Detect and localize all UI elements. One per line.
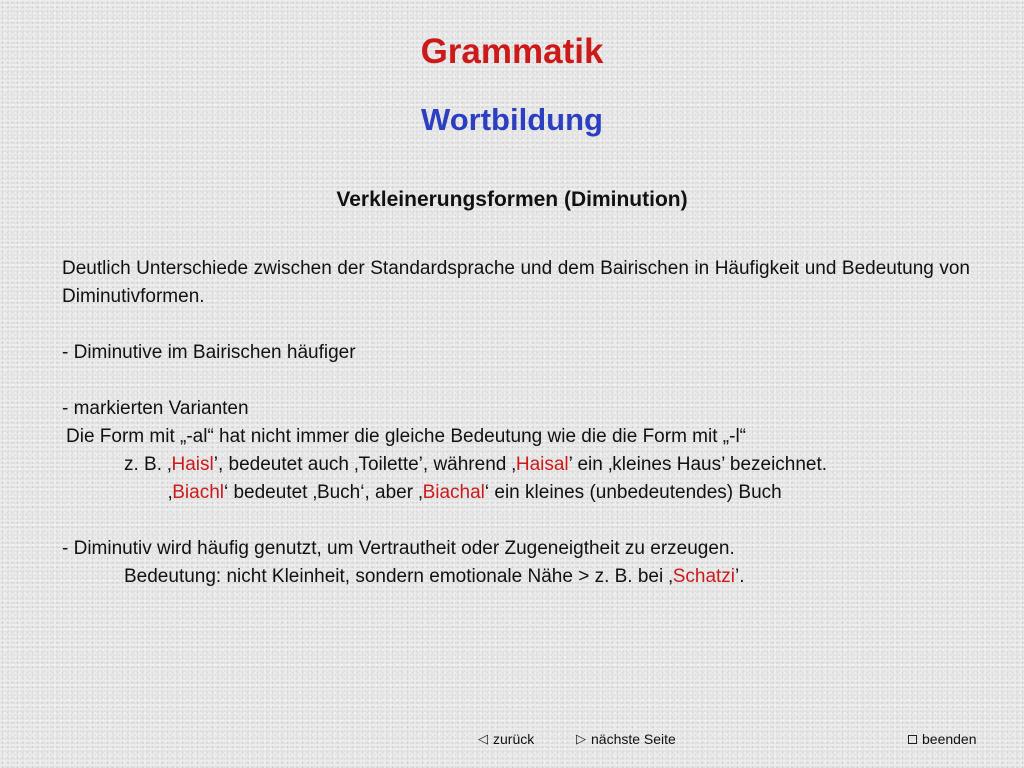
back-label: zurück <box>493 731 535 747</box>
end-button[interactable] <box>908 730 977 748</box>
bullet-familiarity <box>62 535 970 591</box>
triangle-left-icon: ◁ <box>478 731 488 746</box>
example-word-haisal: Haisal <box>515 454 569 475</box>
slide-content <box>62 255 970 591</box>
bullet-marked-variants <box>62 395 970 507</box>
square-stop-icon <box>908 735 917 744</box>
end-label: beenden <box>922 731 977 747</box>
example-haisl-suffix: ’ ein ‚kleines Haus’ bezeichnet. <box>568 454 828 475</box>
example-biachl-prefix: ‚ <box>168 482 173 503</box>
example-word-haisl: Haisl <box>171 454 214 475</box>
example-biachl-mid: ‘ bedeutet ‚Buch‘, aber ‚ <box>223 482 423 503</box>
back-button[interactable] <box>478 730 534 748</box>
example-word-biachal: Biachal <box>422 482 485 503</box>
intro-paragraph: Deutlich Unterschiede zwischen der Standardsprache und dem Bairischen in Häufigkeit und Bedeutung von Diminutivformen. <box>62 258 970 307</box>
example-haisl-mid: ’, bedeutet auch ‚Toilette’, während ‚ <box>213 454 516 475</box>
next-page-button[interactable] <box>576 730 676 748</box>
example-word-schatzi: Schatzi <box>672 566 736 587</box>
bullet-marked-variants-label: - markierten Varianten <box>62 398 249 419</box>
example-biachl-suffix: ‘ ein kleines (unbedeutendes) Buch <box>484 482 782 503</box>
example-haisl-line <box>62 451 970 479</box>
page-subtitle: Wortbildung <box>421 102 603 137</box>
next-page-label: nächste Seite <box>591 731 676 747</box>
example-haisl-prefix: z. B. ‚ <box>124 454 172 475</box>
meaning-suffix: ’. <box>735 566 745 587</box>
meaning-line <box>62 563 970 591</box>
page-title: Grammatik <box>420 32 604 71</box>
form-comparison-line: Die Form mit „-al“ hat nicht immer die gleiche Bedeutung wie die die Form mit „-l“ <box>66 426 746 447</box>
bullet-familiarity-label: - Diminutiv wird häufig genutzt, um Vertrautheit oder Zugeneigtheit zu erzeugen. <box>62 538 735 559</box>
bullet-frequency: - Diminutive im Bairischen häufiger <box>62 342 356 363</box>
meaning-prefix: Bedeutung: nicht Kleinheit, sondern emotionale Nähe > z. B. bei ‚ <box>124 566 673 587</box>
example-word-biachl: Biachl <box>172 482 224 503</box>
section-heading: Verkleinerungsformen (Diminution) <box>336 188 688 211</box>
example-biachl-line <box>62 479 970 507</box>
triangle-right-icon: ▷ <box>576 731 586 746</box>
